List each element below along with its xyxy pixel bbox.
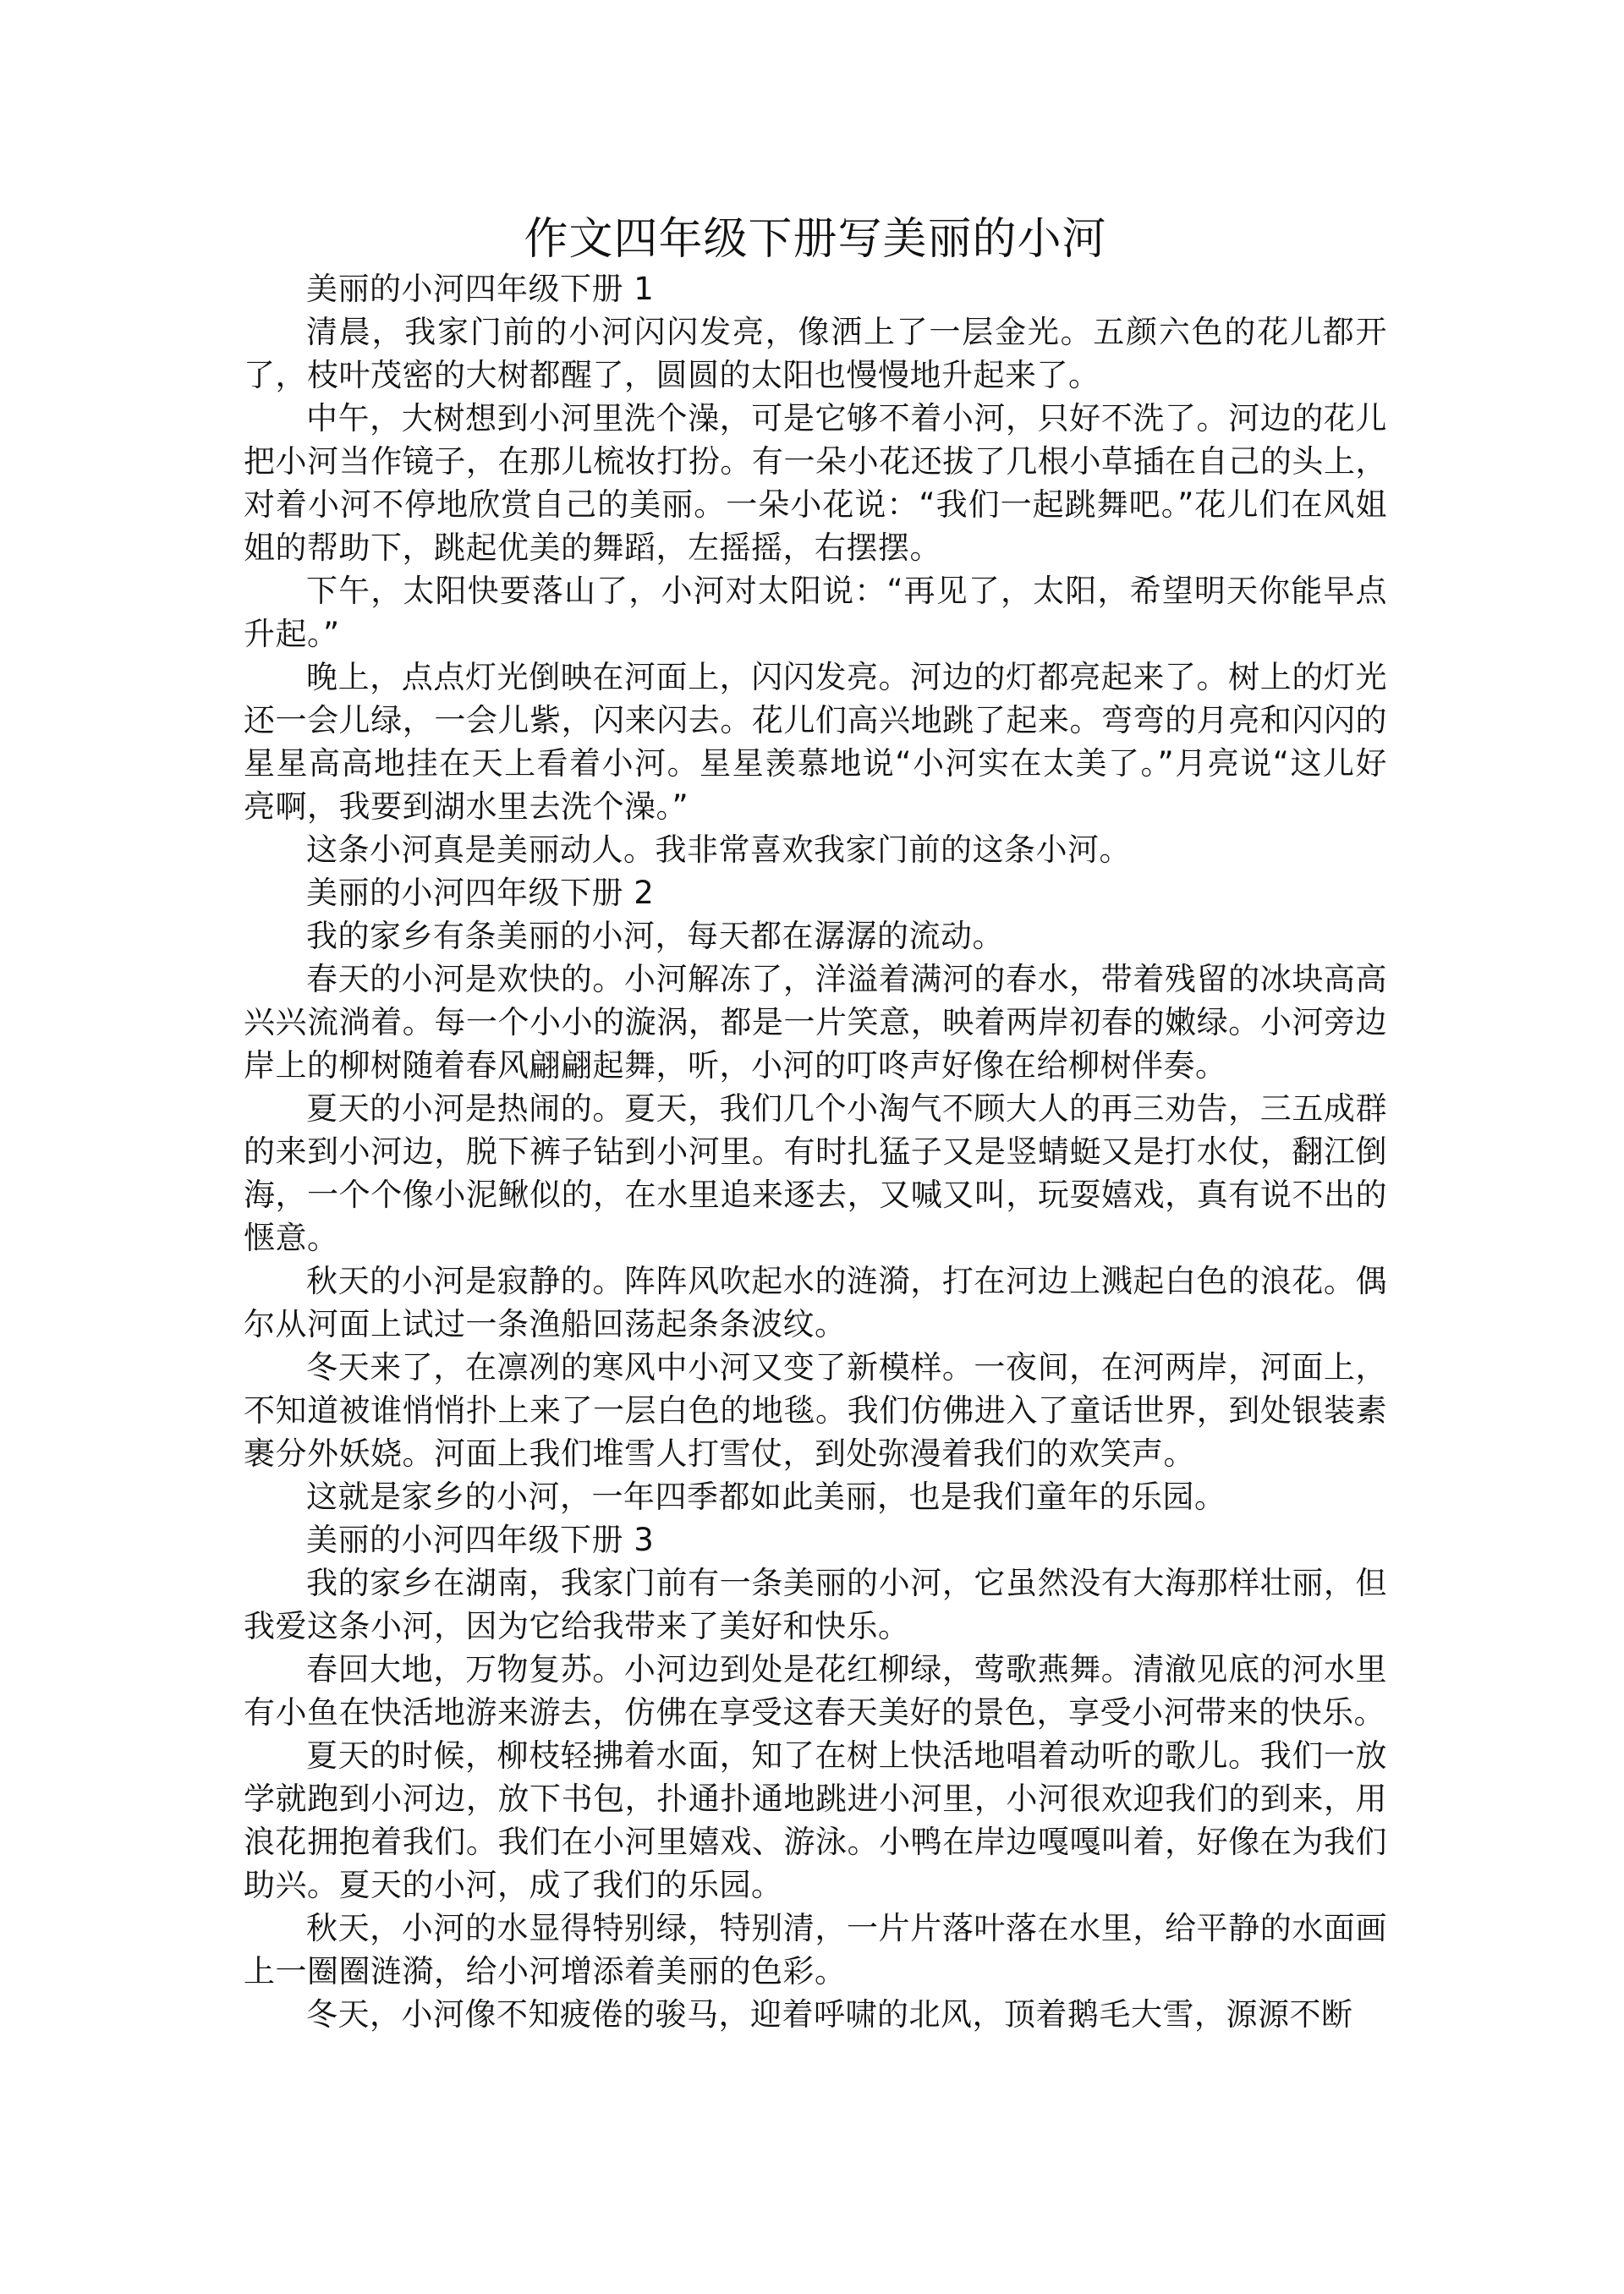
section-heading-3: 美丽的小河四年级下册 3 (306, 1522, 655, 1558)
section-heading-2: 美丽的小河四年级下册 2 (306, 875, 655, 911)
paragraph: 秋天的小河是寂静的。阵阵风吹起水的涟漪，打在河边上溅起白色的浪花。偶尔从河面上试过一条渔船回荡起条条波纹。 (244, 1263, 1387, 1342)
paragraph: 清晨，我家门前的小河闪闪发亮，像洒上了一层金光。五颜六色的花儿都开了，枝叶茂密的大树都醒了，圆圆的太阳也慢慢地升起来了。 (244, 314, 1387, 393)
paragraph: 秋天，小河的水显得特别绿，特别清，一片片落叶落在水里，给平静的水面画上一圈圈涟漪，给小河增添着美丽的色彩。 (244, 1910, 1387, 1989)
paragraph: 晚上，点点灯光倒映在河面上，闪闪发亮。河边的灯都亮起来了。树上的灯光还一会儿绿，一会儿紫，闪来闪去。花儿们高兴地跳了起来。弯弯的月亮和闪闪的星星高高地挂在天上看着小河。星星羡慕地说“小河实在太美了。”月亮说“这儿好亮啊，我要到湖水里去洗个澡。” (244, 659, 1387, 825)
paragraph: 夏天的小河是热闹的。夏天，我们几个小淘气不顾大人的再三劝告，三五成群的来到小河边，脱下裤子钻到小河里。有时扎猛子又是竖蜻蜓又是打水仗，翻江倒海，一个个像小泥鳅似的，在水里追来逐去，又喊又叫，玩耍嬉戏，真有说不出的惬意。 (244, 1090, 1387, 1256)
paragraph: 冬天，小河像不知疲倦的骏马，迎着呼啸的北风，顶着鹅毛大雪，源源不断 (306, 1996, 1353, 2033)
paragraph: 我的家乡有条美丽的小河，每天都在潺潺的流动。 (306, 918, 1004, 954)
paragraph: 这就是家乡的小河，一年四季都如此美丽，也是我们童年的乐园。 (306, 1479, 1226, 1515)
paragraph: 我的家乡在湖南，我家门前有一条美丽的小河，它虽然没有大海那样壮丽，但我爱这条小河，因为它给我带来了美好和快乐。 (244, 1565, 1387, 1644)
document-page (244, 211, 1387, 2036)
document-title: 作文四年级下册写美丽的小河 (524, 214, 1107, 265)
paragraph: 冬天来了，在凛冽的寒风中小河又变了新模样。一夜间，在河两岸，河面上，不知道被谁悄悄扑上来了一层白色的地毯。我们仿佛进入了童话世界，到处银装素裹分外妖娆。河面上我们堆雪人打雪仗，到处弥漫着我们的欢笑声。 (244, 1349, 1387, 1472)
paragraph: 春天的小河是欢快的。小河解冻了，洋溢着满河的春水，带着残留的冰块高高兴兴流淌着。每一个小小的漩涡，都是一片笑意，映着两岸初春的嫩绿。小河旁边岸上的柳树随着春风翩翩起舞，听，小河的叮咚声好像在给柳树伴奏。 (244, 961, 1387, 1084)
paragraph: 夏天的时候，柳枝轻拂着水面，知了在树上快活地唱着动听的歌儿。我们一放学就跑到小河边，放下书包，扑通扑通地跳进小河里，小河很欢迎我们的到来，用浪花拥抱着我们。我们在小河里嬉戏、游泳。小鸭在岸边嘎嘎叫着，好像在为我们助兴。夏天的小河，成了我们的乐园。 (244, 1737, 1387, 1903)
paragraph: 中午，大树想到小河里洗个澡，可是它够不着小河，只好不洗了。河边的花儿把小河当作镜子，在那儿梳妆打扮。有一朵小花还拔了几根小草插在自己的头上，对着小河不停地欣赏自己的美丽。一朵小花说：“我们一起跳舞吧。”花儿们在风姐姐的帮助下，跳起优美的舞蹈，左摇摇，右摆摆。 (244, 400, 1387, 566)
section-heading-1: 美丽的小河四年级下册 1 (306, 271, 655, 307)
document-body (244, 267, 1387, 2036)
paragraph: 下午，太阳快要落山了，小河对太阳说：“再见了，太阳，希望明天你能早点升起。” (244, 573, 1387, 652)
paragraph: 这条小河真是美丽动人。我非常喜欢我家门前的这条小河。 (306, 831, 1131, 868)
paragraph: 春回大地，万物复苏。小河边到处是花红柳绿，莺歌燕舞。清澈见底的河水里有小鱼在快活地游来游去，仿佛在享受这春天美好的景色，享受小河带来的快乐。 (244, 1651, 1387, 1731)
